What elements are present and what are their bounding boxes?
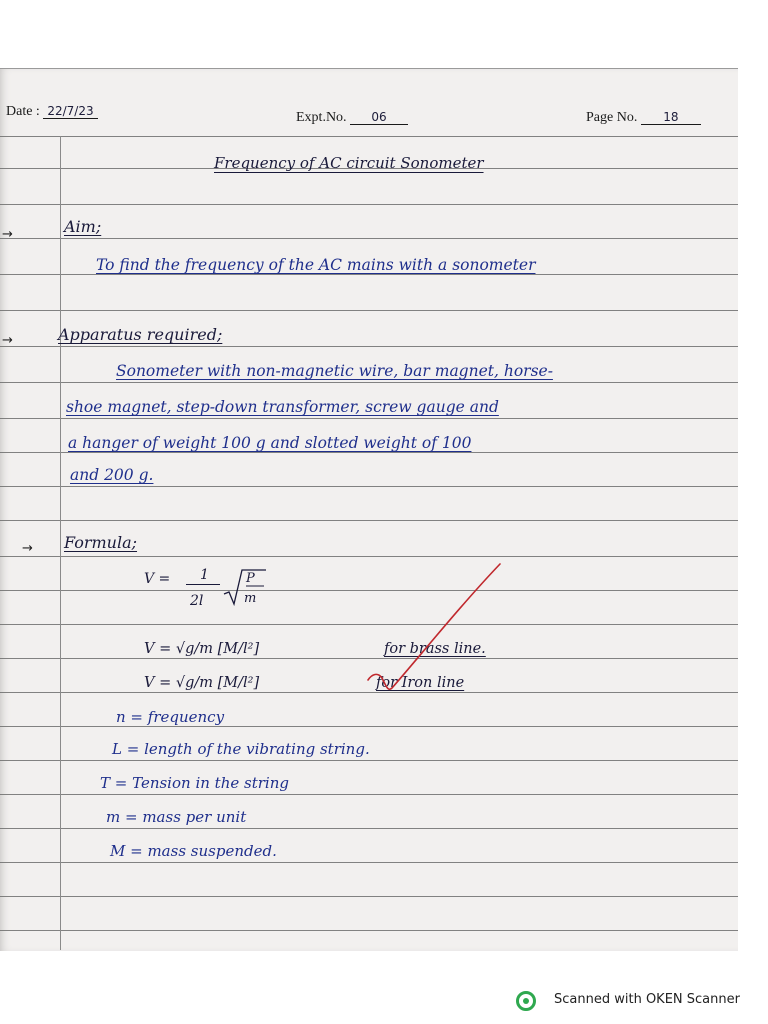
- apparatus-line-4: and 200 g.: [70, 466, 154, 484]
- date-label: Date :: [6, 104, 40, 119]
- expt-value: 06: [350, 111, 408, 125]
- apparatus-line-3: a hanger of weight 100 g and slotted weight of 100: [68, 434, 472, 452]
- date-value: 22/7/23: [43, 105, 97, 119]
- definition-l: L = length of the vibrating string.: [112, 740, 370, 758]
- formula-lhs: V =: [144, 571, 171, 587]
- red-check-mark-icon: [360, 560, 510, 700]
- date-field: [6, 104, 98, 120]
- formula-numerator: 1: [200, 567, 209, 583]
- fraction-bar: [186, 584, 220, 585]
- margin-line: [60, 136, 61, 950]
- oken-scanner-logo-icon: [516, 991, 536, 1011]
- scanner-watermark-text: Scanned with OKEN Scanner: [554, 992, 740, 1007]
- formula-iron-lhs: V = √g/m [M/l²]: [144, 675, 260, 691]
- page-value: 18: [641, 111, 701, 125]
- definition-m: m = mass per unit: [106, 808, 247, 826]
- formula-brass-lhs: V = √g/m [M/l²]: [144, 641, 260, 657]
- root-numerator: P: [246, 571, 255, 586]
- arrow-bullet-formula: →: [22, 541, 33, 556]
- root-denominator: m: [244, 591, 257, 606]
- expt-field: [296, 110, 408, 126]
- definition-n: n = frequency: [116, 708, 225, 726]
- page-field: [586, 110, 701, 126]
- formula-iron-rhs: for Iron line: [376, 675, 465, 691]
- apparatus-line-2: shoe magnet, step-down transformer, screw gauge and: [66, 398, 499, 416]
- page-title: Frequency of AC circuit Sonometer: [214, 154, 484, 172]
- page-label: Page No.: [586, 110, 638, 125]
- definition-t: T = Tension in the string: [100, 774, 289, 792]
- expt-label: Expt.No.: [296, 110, 347, 125]
- formula-heading: Formula;: [64, 533, 138, 552]
- definition-mass: M = mass suspended.: [110, 842, 277, 860]
- apparatus-heading: Apparatus required;: [58, 325, 223, 344]
- formula-brass-rhs: for brass line.: [384, 641, 486, 657]
- aim-text: To find the frequency of the AC mains with a sonometer: [96, 256, 536, 274]
- aim-heading: Aim;: [64, 217, 102, 236]
- formula-denominator: 2l: [190, 593, 204, 609]
- arrow-bullet-aim: →: [2, 227, 13, 242]
- apparatus-line-1: Sonometer with non-magnetic wire, bar magnet, horse-: [116, 362, 553, 380]
- arrow-bullet-apparatus: →: [2, 333, 13, 348]
